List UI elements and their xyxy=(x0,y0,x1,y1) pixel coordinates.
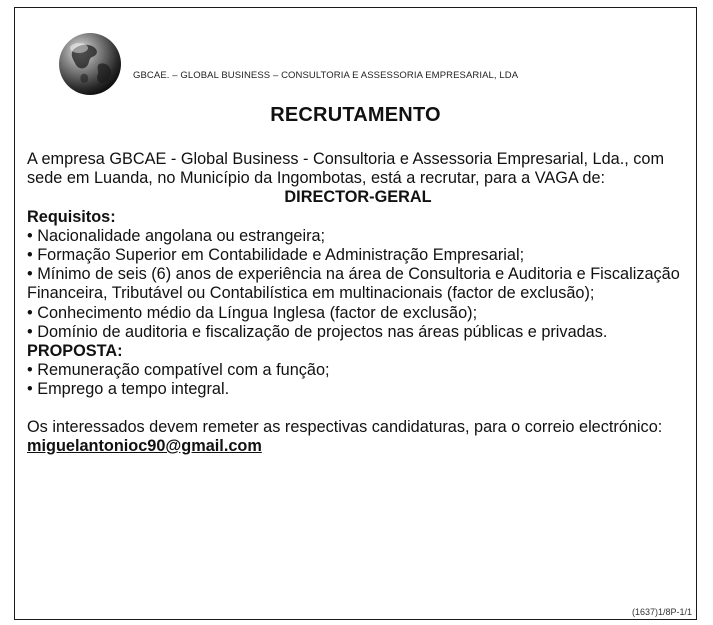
closing-text: Os interessados devem remeter as respectivas candidaturas, para o correio electrónico: xyxy=(27,417,663,436)
list-item: • Conhecimento médio da Língua Inglesa (factor de exclusão); xyxy=(27,304,689,323)
list-item: • Mínimo de seis (6) anos de experiência na área de Consultoria e Auditoria e Fiscalização Financeira, Tributável ou Contabilística em multinacionais (factor de exclusão); xyxy=(27,265,689,303)
list-item: • Domínio de auditoria e fiscalização de projectos nas áreas públicas e privadas. xyxy=(27,323,689,342)
list-item: • Nacionalidade angolana ou estrangeira; xyxy=(27,227,689,246)
intro-paragraph: A empresa GBCAE - Global Business - Consultoria e Assessoria Empresarial, Lda., com sede em Luanda, no Município da Ingombotas, está a recrutar, para a VAGA de: xyxy=(27,150,665,188)
job-advertisement xyxy=(14,7,697,620)
reference-code: (1637)1/8P-1/1 xyxy=(631,607,692,617)
globe-icon xyxy=(55,28,125,98)
ad-body xyxy=(27,150,689,456)
email-link[interactable]: miguelantonioc90@gmail.com xyxy=(27,436,262,455)
list-item: • Remuneração compatível com a função; xyxy=(27,361,689,380)
list-item: • Emprego a tempo integral. xyxy=(27,380,689,399)
proposal-heading: PROPOSTA: xyxy=(27,342,123,361)
closing-paragraph xyxy=(27,418,689,456)
position-title: DIRECTOR-GERAL xyxy=(284,188,432,207)
list-item: • Formação Superior em Contabilidade e Administração Empresarial; xyxy=(27,246,689,265)
company-name: GBCAE. – GLOBAL BUSINESS – CONSULTORIA E ASSESSORIA EMPRESARIAL, LDA xyxy=(133,70,519,81)
page-title: RECRUTAMENTO xyxy=(270,104,441,126)
proposal-list xyxy=(27,361,689,399)
requirements-heading: Requisitos: xyxy=(27,207,116,226)
requirements-list xyxy=(27,227,689,342)
header xyxy=(45,20,685,100)
